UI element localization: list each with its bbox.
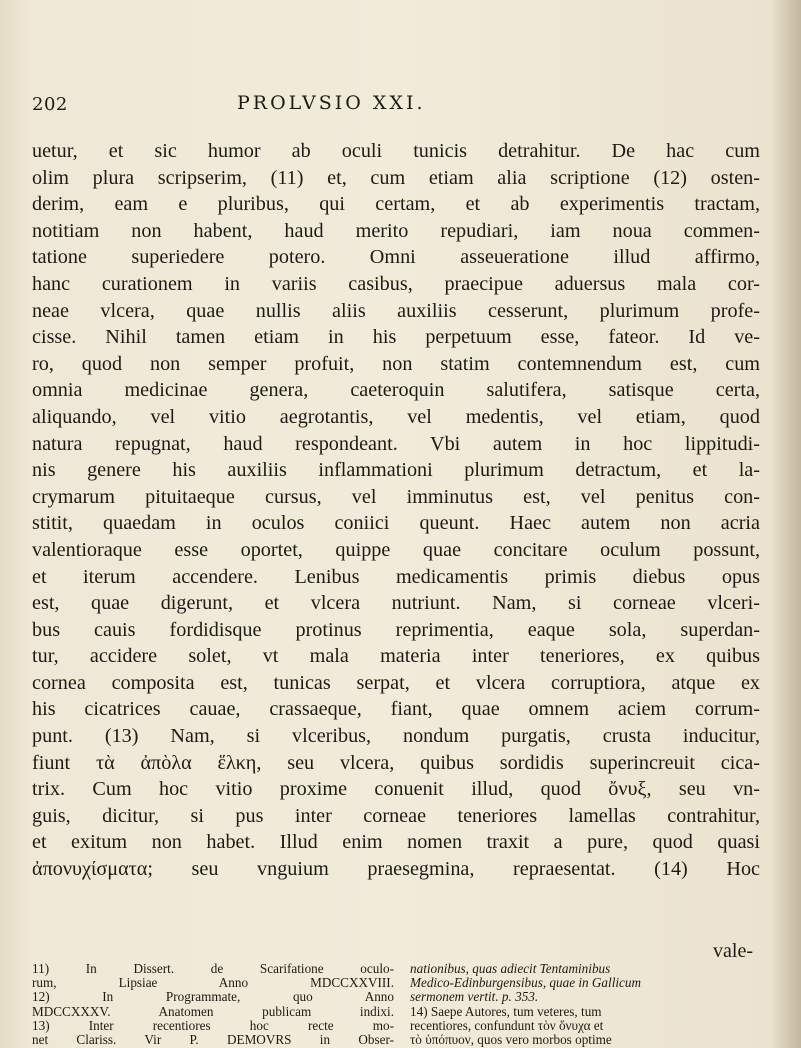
body-line: olim plura scripserim, (11) et, cum etiam alia scriptione (12) osten- (32, 166, 760, 189)
body-line: natura repugnat, haud respondeant. Vbi autem in hoc lippitudi- (32, 432, 760, 455)
footnote-line: sermonem vertit. p. 353. (410, 989, 539, 1005)
page-number: 202 (32, 94, 68, 115)
footnote-line: 12) In Programmate, quo Anno (32, 989, 394, 1005)
footnotes-right-column (410, 962, 772, 1047)
body-line: fiunt τὰ ἀπὸλα ἕλκη, seu vlcera, quibus sordidis superincreuit cica- (32, 751, 760, 774)
body-line: bus cauis fordidisque protinus reprimentia, eaque sola, superdan- (32, 618, 760, 641)
footnotes (32, 961, 772, 1048)
page-edge-shadow (771, 0, 801, 1048)
body-line: hanc curationem in variis casibus, praecipue aduersus mala cor- (32, 272, 760, 295)
body-line: et exitum non habet. Illud enim nomen traxit a pure, quod quasi (32, 831, 760, 854)
footnote-line: MDCCXXXV. Anatomen publicam indixi. (32, 1003, 394, 1019)
body-line: valentioraque esse oportet, quippe quae concitare oculum possunt, (32, 538, 760, 561)
body-line: aliquando, vel vitio aegrotantis, vel medentis, vel etiam, quod (32, 405, 760, 428)
body-line: trix. Cum hoc vitio proxime conuenit illud, quod ὄνυξ, seu vn- (32, 778, 760, 801)
running-head: PROLVSIO XXI. (237, 92, 426, 114)
footnote-line: recentiores, confundunt τὸν ὄνυχα et (410, 1017, 604, 1033)
body-line: neae vlcera, quae nullis aliis auxiliis cesserunt, plurimum profe- (32, 299, 760, 322)
body-line: et iterum accendere. Lenibus medicamentis primis diebus opus (32, 565, 760, 588)
body-line: cornea composita est, tunicas serpat, et vlcera corruptiora, atque ex (32, 671, 760, 694)
footnote-line: nationibus, quas adiecit Tentaminibus (410, 961, 611, 976)
body-line: tur, accidere solet, vt mala materia inter teneriores, ex quibus (32, 645, 760, 668)
body-line: ἀπονυχίσματα; seu vnguium praesegmina, repraesentat. (14) Hoc (32, 858, 760, 881)
body-line: guis, dicitur, si pus inter corneae teneriores lamellas contrahitur, (32, 804, 760, 827)
body-line: tatione superiedere potero. Omni asseueratione illud affirmo, (32, 246, 760, 269)
body-line: ro, quod non semper profuit, non statim contemnendum est, cum (32, 352, 760, 375)
footnote-line: net Clariss. Vir P. DEMOVRS in Obser- (32, 1032, 394, 1048)
catchword: vale- (713, 940, 753, 962)
body-line: his cicatrices cauae, crassaeque, fiant, quae omnem aciem corrum- (32, 698, 760, 721)
body-line: est, quae digerunt, et vlcera nutriunt. Nam, si corneae vlceri- (32, 592, 760, 615)
body-line: punt. (13) Nam, si vlceribus, nondum purgatis, crusta inducitur, (32, 725, 760, 748)
footnote-line: rum, Lipsiae Anno MDCCXXVIII. (32, 975, 394, 991)
page-header (32, 90, 752, 120)
body-line: cisse. Nihil tamen etiam in his perpetuum esse, fateor. Id ve- (32, 326, 760, 349)
body-line: omnia medicinae genera, caeteroquin salutifera, satisque certa, (32, 379, 760, 402)
footnote-line: 13) Inter recentiores hoc recte mo- (32, 1017, 394, 1033)
body-line: uetur, et sic humor ab oculi tunicis detrahitur. De hac cum (32, 140, 760, 162)
body-line: notitiam non habent, haud merito repudiari, iam noua commen- (32, 219, 760, 242)
footnote-line: 14) Saepe Autores, tum veteres, tum (410, 1003, 602, 1019)
body-line: derim, eam e pluribus, qui certam, et ab experimentis tractam, (32, 193, 760, 216)
footnote-line: Medico-Edinburgensibus, quae in Gallicum (410, 975, 641, 991)
body-text (32, 138, 760, 883)
body-line: nis genere his auxiliis inflammationi plurimum detractum, et la- (32, 459, 760, 482)
footnote-line: τὸ ὑπόπυον, quos vero morbos optime (410, 1032, 612, 1048)
body-line: stitit, quaedam in oculos coniici queunt. Haec autem non acria (32, 512, 760, 535)
footnotes-left-column (32, 962, 394, 1047)
footnote-line: 11) In Dissert. de Scarifatione oculo- (32, 961, 394, 976)
body-line: crymarum pituitaeque cursus, vel imminutus est, vel penitus con- (32, 485, 760, 508)
